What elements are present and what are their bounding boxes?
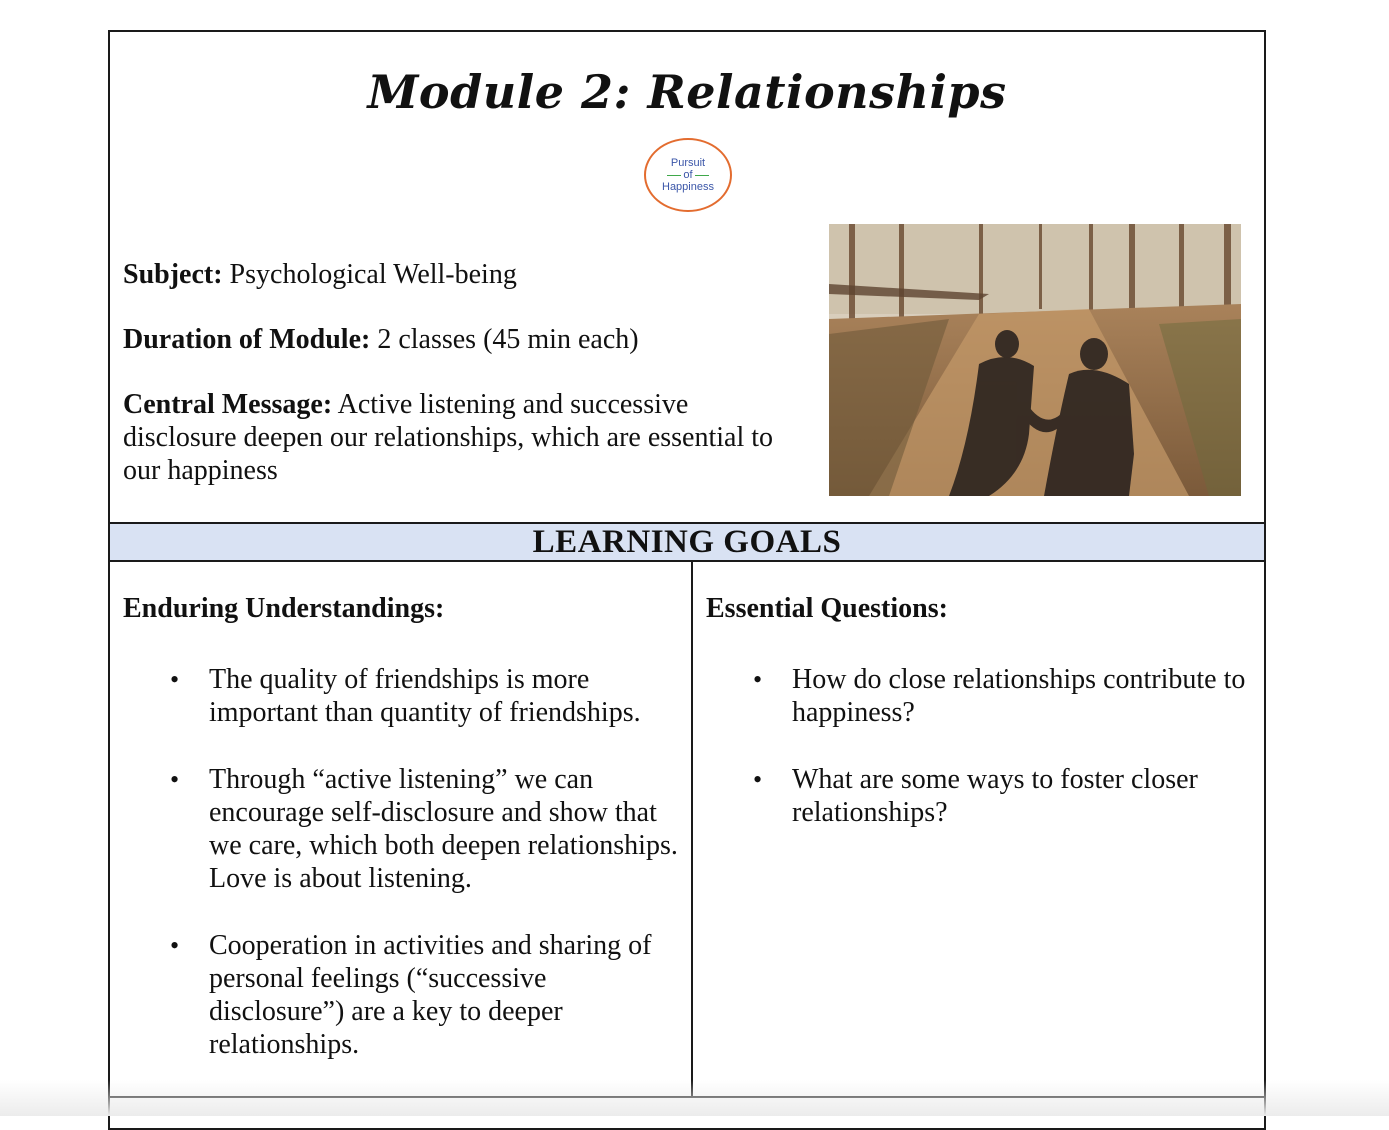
page-bottom-fade	[0, 1080, 1389, 1116]
photo-illustration	[829, 224, 1241, 496]
bullet-icon: •	[753, 665, 763, 694]
page-title: Module 2: Relationships	[367, 65, 1007, 119]
subject-value: Psychological Well-being	[229, 259, 517, 290]
column-divider	[691, 562, 693, 1097]
autumn-path-shadows-photo	[829, 224, 1241, 496]
subject-label: Subject:	[123, 259, 223, 290]
logo-line-2: of	[683, 169, 693, 181]
module-info	[123, 258, 803, 519]
essential-questions-column	[706, 592, 1254, 863]
duration-value: 2 classes (45 min each)	[377, 324, 639, 355]
pursuit-of-happiness-logo	[644, 138, 732, 212]
list-item: • Through “active listening” we can encourage self-disclosure and show that we care, which both deepen relationships. Love is about listening.	[170, 764, 678, 894]
bullet-icon: •	[170, 665, 180, 694]
essential-questions-list	[706, 663, 1254, 829]
enduring-understandings-column	[123, 592, 683, 1095]
bullet-icon: •	[170, 931, 180, 960]
essential-questions-heading: Essential Questions:	[706, 593, 948, 624]
logo-line-1: Pursuit	[670, 157, 706, 169]
subject-line	[123, 258, 803, 291]
central-message-line	[123, 388, 803, 487]
list-item: • The quality of friendships is more important than quantity of friendships.	[170, 664, 641, 728]
enduring-understandings-heading: Enduring Understandings:	[123, 593, 445, 624]
logo-line-3: Happiness	[662, 181, 714, 193]
duration-label: Duration of Module:	[123, 324, 371, 355]
enduring-understandings-list	[123, 663, 683, 1061]
bullet-icon: •	[170, 765, 180, 794]
list-item: • Cooperation in activities and sharing of personal feelings (“successive disclosure”) are a key to deeper relationships.	[170, 930, 652, 1060]
list-item: • What are some ways to foster closer relationships?	[753, 764, 1198, 828]
bullet-icon: •	[753, 765, 763, 794]
document-page	[108, 30, 1266, 1130]
central-message-value: Active listening and successive disclosure deepen our relationships, which are essential to our happiness	[123, 389, 774, 486]
learning-goals-header: LEARNING GOALS	[110, 522, 1264, 562]
central-message-label: Central Message:	[123, 389, 333, 420]
duration-line	[123, 323, 803, 356]
list-item: • How do close relationships contribute to happiness?	[753, 664, 1246, 728]
